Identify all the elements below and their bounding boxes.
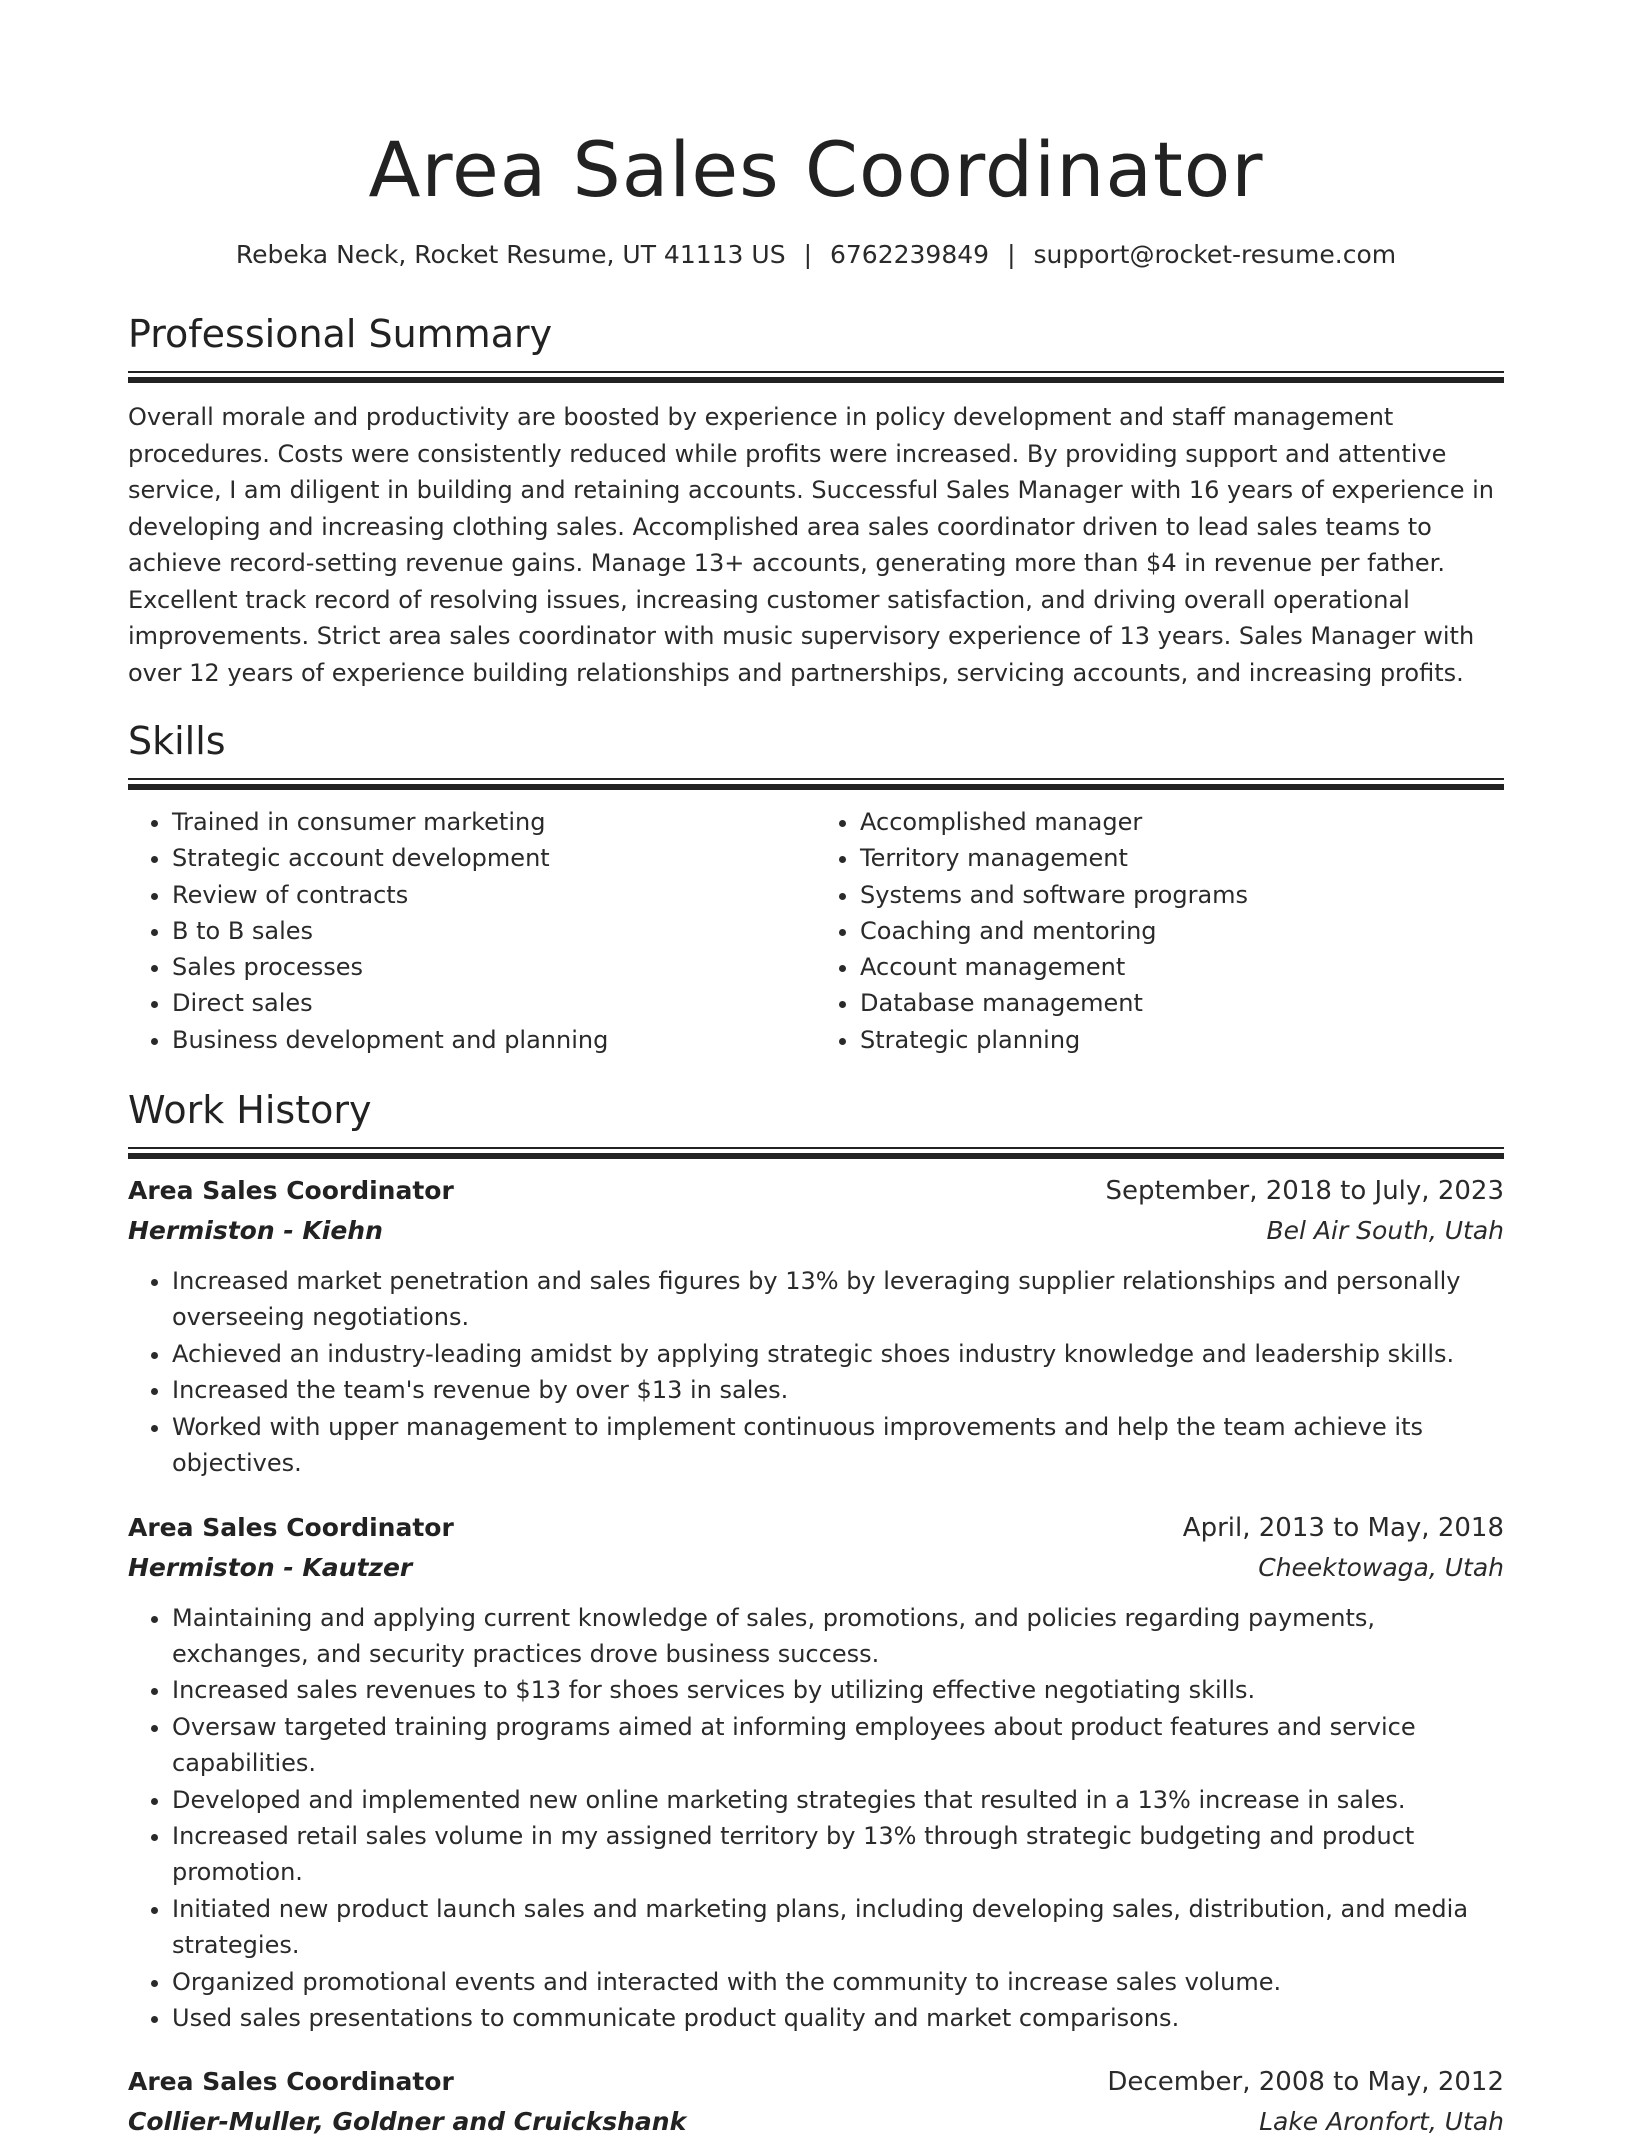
skills-columns [128, 804, 1504, 1058]
job-company: Hermiston - Kautzer [128, 1552, 413, 1582]
job-bullets [128, 1263, 1504, 1481]
job-title: Area Sales Coordinator [128, 2067, 454, 2097]
contact-separator: | [803, 240, 812, 269]
job-subheader [128, 1548, 1504, 1588]
job-header [128, 2062, 1504, 2102]
job-location: Lake Aronfort, Utah [1259, 2107, 1504, 2137]
job-dates: April, 2013 to May, 2018 [1182, 1512, 1504, 1543]
job-bullet: • Achieved an industry-leading amidst by applying strategic shoes industry knowledge and leadership skills. [172, 1336, 1504, 1372]
resume-page [128, 0, 1504, 2142]
job-bullet: • Increased market penetration and sales figures by 13% by leveraging supplier relationships and personally overseeing negotiations. [172, 1263, 1504, 1336]
skill-item: • B to B sales [172, 913, 816, 949]
summary-text: Overall morale and productivity are boosted by experience in policy development and staff management procedures. Costs were consistently reduced while profits were increased. By providing support and attentive service, I am diligent in building and retaining accounts. Successful Sales Manager with 16 years of experience in developing and increasing clothing sales. Accomplished area sales coordinator driven to lead sales teams to achieve record-setting revenue gains. Manage 13+ accounts, generating more than $4 in revenue per father. Excellent track record of resolving issues, increasing customer satisfaction, and driving overall operational improvements. Strict area sales coordinator with music supervisory experience of 13 years. Sales Manager with over 12 years of experience building relationships and partnerships, servicing accounts, and increasing profits. [128, 403, 1494, 687]
skills-list-right [816, 804, 1504, 1058]
job-dates: September, 2018 to July, 2023 [1105, 1176, 1504, 1207]
skill-item: • Strategic planning [860, 1022, 1504, 1058]
contact-line [128, 238, 1504, 272]
skill-item: • Review of contracts [172, 877, 816, 913]
skill-item: • Database management [860, 985, 1504, 1021]
job-subheader [128, 1211, 1504, 1251]
skill-item: • Strategic account development [172, 840, 816, 876]
job-bullet: • Initiated new product launch sales and marketing plans, including developing sales, distribution, and media strategies. [172, 1891, 1504, 1964]
job-entry [128, 1171, 1504, 1481]
section-divider [128, 371, 1504, 383]
skills-heading: Skills [128, 719, 226, 763]
section-divider [128, 778, 1504, 790]
job-bullet: • Developed and implemented new online marketing strategies that resulted in a 13% increase in sales. [172, 1782, 1504, 1818]
skill-item: • Sales processes [172, 949, 816, 985]
job-bullets [128, 1600, 1504, 2037]
contact-phone: 6762239849 [830, 240, 990, 269]
job-header [128, 1171, 1504, 1211]
job-bullet: • Increased sales revenues to $13 for shoes services by utilizing effective negotiating skills. [172, 1672, 1504, 1708]
skills-section [128, 716, 1504, 1058]
summary-section [128, 309, 1504, 691]
job-entry [128, 2062, 1504, 2142]
work-history-section [128, 1085, 1504, 2142]
section-divider [128, 1147, 1504, 1159]
job-company: Collier-Muller, Goldner and Cruickshank [128, 2107, 687, 2137]
job-title: Area Sales Coordinator [128, 1176, 454, 1206]
work-history-heading: Work History [128, 1088, 372, 1133]
job-bullet: • Oversaw targeted training programs aimed at informing employees about product features and service capabilities. [172, 1709, 1504, 1782]
job-header [128, 1508, 1504, 1548]
job-bullet: • Maintaining and applying current knowledge of sales, promotions, and policies regarding payments, exchanges, and security practices drove business success. [172, 1600, 1504, 1673]
job-location: Bel Air South, Utah [1266, 1216, 1504, 1246]
skill-item: • Direct sales [172, 985, 816, 1021]
skill-item: • Coaching and mentoring [860, 913, 1504, 949]
job-bullet: • Organized promotional events and interacted with the community to increase sales volume. [172, 1964, 1504, 2000]
skill-item: • Accomplished manager [860, 804, 1504, 840]
job-dates: December, 2008 to May, 2012 [1107, 2067, 1504, 2098]
skills-list-left [128, 804, 816, 1058]
skill-item: • Trained in consumer marketing [172, 804, 816, 840]
resume-title: Area Sales Coordinator [368, 125, 1264, 214]
skill-item: • Territory management [860, 840, 1504, 876]
contact-email[interactable]: support@rocket-resume.com [1033, 240, 1397, 269]
job-bullet: • Increased retail sales volume in my assigned territory by 13% through strategic budgeting and product promotion. [172, 1818, 1504, 1891]
skill-item: • Account management [860, 949, 1504, 985]
job-entry [128, 1508, 1504, 2037]
job-title: Area Sales Coordinator [128, 1512, 454, 1542]
job-bullet: • Worked with upper management to implement continuous improvements and help the team achieve its objectives. [172, 1409, 1504, 1482]
skill-item: • Systems and software programs [860, 877, 1504, 913]
job-bullet: • Used sales presentations to communicate product quality and market comparisons. [172, 2000, 1504, 2036]
skill-item: • Business development and planning [172, 1022, 816, 1058]
job-company: Hermiston - Kiehn [128, 1216, 383, 1246]
job-subheader [128, 2102, 1504, 2142]
job-bullet: • Increased the team's revenue by over $13 in sales. [172, 1372, 1504, 1408]
contact-separator: | [1007, 240, 1016, 269]
job-location: Cheektowaga, Utah [1258, 1552, 1504, 1582]
contact-address: Rebeka Neck, Rocket Resume, UT 41113 US [235, 240, 786, 269]
summary-heading: Professional Summary [128, 312, 553, 356]
